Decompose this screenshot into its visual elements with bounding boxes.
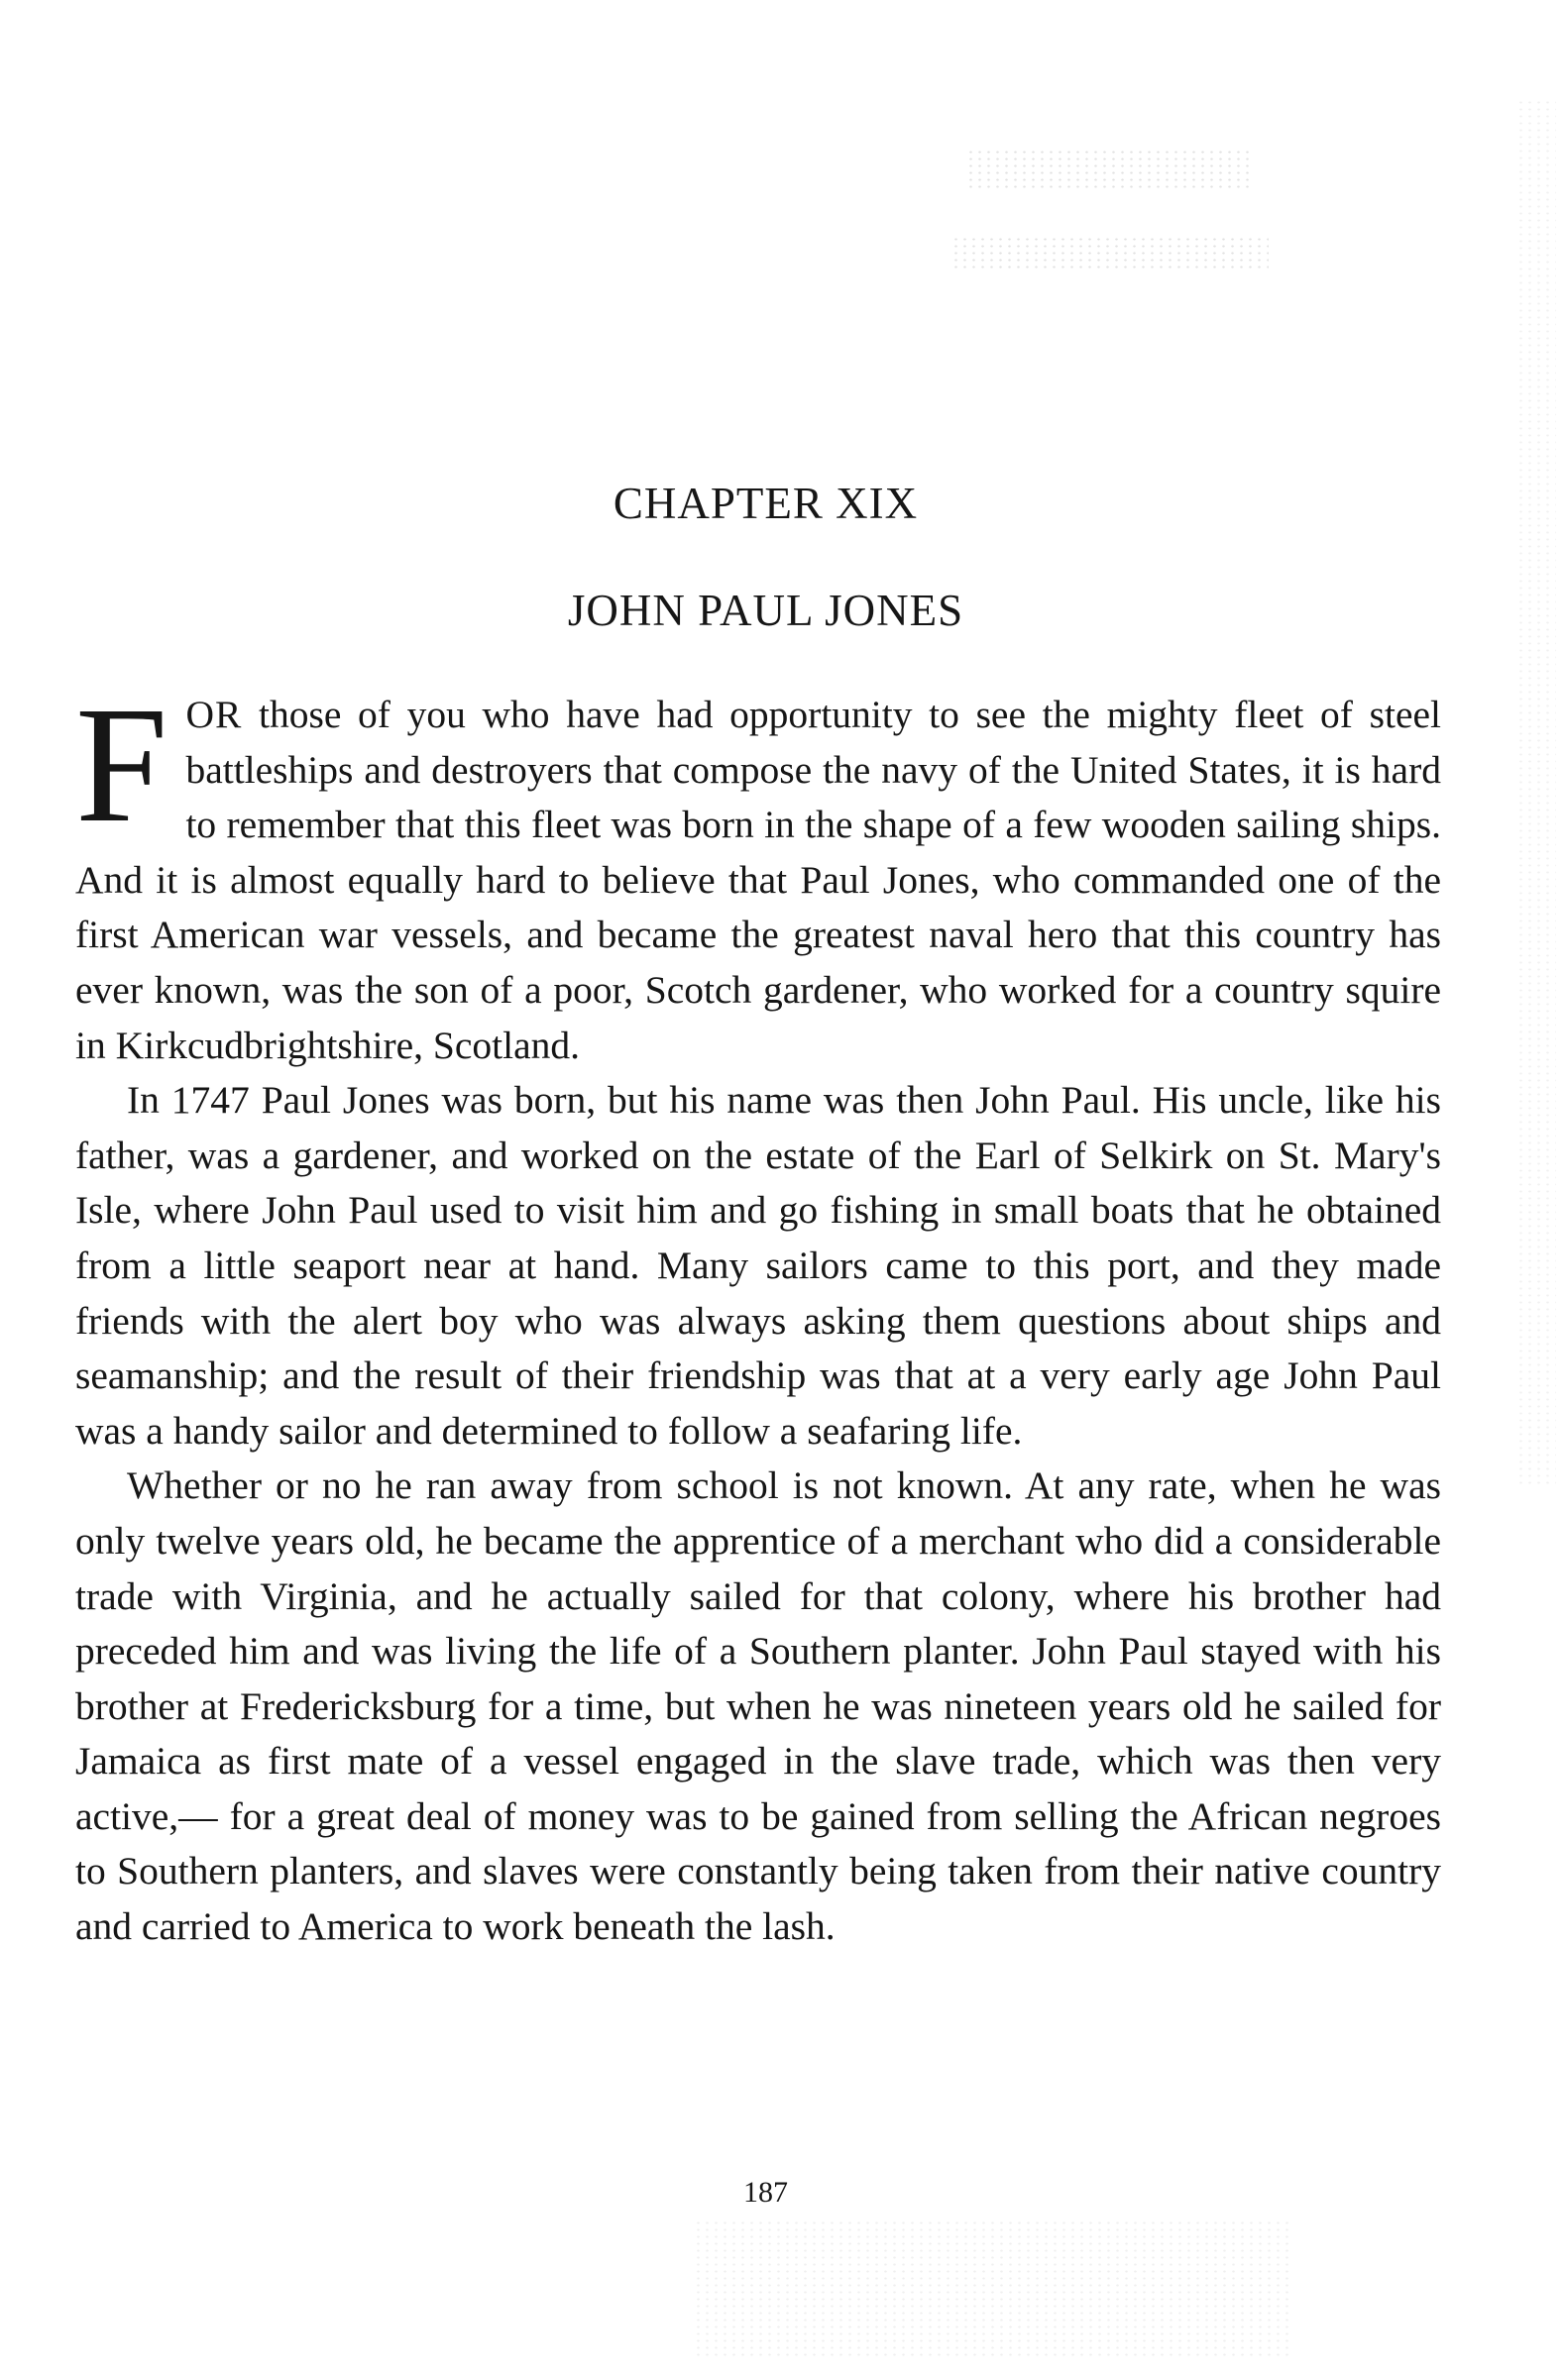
page-number: 187: [743, 2176, 788, 2209]
paragraph-1-text: those of you who have had opportunity to see the mighty fleet of steel battleships and destroyers that compose the navy of the United States, it is hard to remember that this fleet was born in the shape of a few wooden sailing ships. And it is almost equally hard to believe that Paul Jones, who commanded one of the first American war vessels, and became the greatest naval hero that this country has ever known, was the son of a poor, Scotch gardener, who worked for a country squire in Kirkcudbrightshire, Scotland.: [75, 693, 1441, 1067]
chapter-number: CHAPTER XIX: [613, 479, 919, 528]
paragraph-1: [75, 673, 1441, 1073]
print-speckle-bottom: [694, 2219, 1288, 2358]
paragraph-2: In 1747 Paul Jones was born, but his name was then John Paul. His uncle, like his father, was a gardener, and worked on the estate of the Earl of Selkirk on St. Mary's Isle, where John Paul used to visit him and go fishing in small boats that he obtained from a little seaport near at hand. Many sailors came to this port, and they made friends with the alert boy who was always asking them questions about ships and seamanship; and the result of their friendship was that at a very early age John Paul was a handy sailor and determined to follow a seafaring life.: [75, 1078, 1441, 1453]
print-speckle-right-margin: [1516, 99, 1556, 1486]
print-speckle-top-2: [951, 236, 1269, 270]
body-text: [75, 673, 1441, 1955]
drop-cap: F: [75, 673, 168, 857]
print-speckle-top: [966, 149, 1254, 188]
chapter-title: JOHN PAUL JONES: [567, 586, 964, 635]
lead-caps: OR: [185, 693, 243, 736]
paragraph-3: Whether or no he ran away from school is not known. At any rate, when he was only twelve years old, he became the apprentice of a merchant who did a considerable trade with Virginia, and he actually sailed for that colony, where his brother had preceded him and was living the life of a Southern planter. John Paul stayed with his brother at Fredericksburg for a time, but when he was nineteen years old he sailed for Jamaica as first mate of a vessel engaged in the slave trade, which was then very active,— for a great deal of money was to be gained from selling the African negroes to Southern planters, and slaves were constantly being taken from their native country and carried to America to work beneath the lash.: [75, 1463, 1441, 1949]
